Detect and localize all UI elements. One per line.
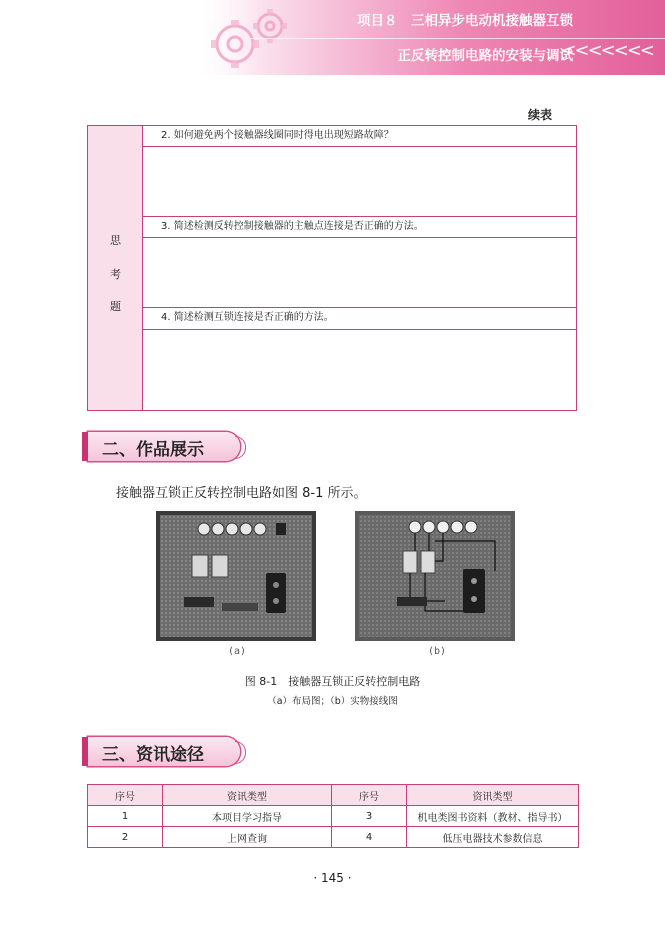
section-title-resources	[88, 737, 240, 766]
table-header-row	[88, 785, 579, 806]
chevrons-icon: <<<<<<<	[561, 40, 653, 61]
header-subtitle: 正反转控制电路的安装与调试	[397, 48, 573, 64]
header-project-title: 项目８ 三相异步电动机接触器互锁	[357, 13, 573, 29]
question-2: 2. 如何避免两个接触器线圈同时得电出现短路故障？	[143, 126, 576, 147]
table-header: 序号	[88, 785, 163, 806]
table-cell: 3	[332, 806, 407, 827]
table-cell: 1	[88, 806, 163, 827]
figure-caption: 图 8-1 接触器互锁正反转控制电路	[244, 675, 421, 688]
question-3: 3. 简述检测反转控制接触器的主触点连接是否正确的方法。	[143, 217, 576, 238]
answer-space-3[interactable]	[143, 238, 576, 308]
continued-label: 续表	[528, 108, 553, 122]
table-header: 资讯类型	[407, 785, 579, 806]
photo-wiring	[355, 511, 515, 641]
page-header	[0, 0, 665, 75]
figure-subcaption: （a）布局图；（b）实物接线图	[267, 696, 398, 707]
question-4: 4. 简述检测互锁连接是否正确的方法。	[143, 308, 576, 330]
thinking-question-table	[87, 125, 577, 411]
label-a: (a)	[228, 646, 247, 657]
section-title-text: 二、作品展示	[102, 440, 204, 460]
table-row	[88, 827, 579, 848]
section-title-text: 三、资讯途径	[102, 745, 204, 765]
side-char-1: 思	[110, 234, 121, 247]
gear-decoration-icon	[190, 4, 310, 74]
table-header: 序号	[332, 785, 407, 806]
section-title-showcase	[88, 432, 240, 461]
label-b: (b)	[428, 646, 447, 657]
table-header: 资讯类型	[163, 785, 332, 806]
table-cell: 2	[88, 827, 163, 848]
table-cell: 机电类图书资料（教材、指导书）	[407, 806, 579, 827]
answer-space-4[interactable]	[143, 330, 576, 410]
answer-space-2[interactable]	[143, 147, 576, 217]
table-cell: 4	[332, 827, 407, 848]
info-source-table	[87, 784, 579, 848]
thinking-side-label	[88, 126, 143, 410]
side-char-2: 考	[110, 268, 121, 281]
side-char-3: 题	[110, 300, 121, 313]
table-cell: 低压电器技术参数信息	[407, 827, 579, 848]
table-cell: 上网查询	[163, 827, 332, 848]
showcase-paragraph: 接触器互锁正反转控制电路如图 8-1 所示。	[116, 486, 367, 501]
table-row	[88, 806, 579, 827]
photo-layout	[156, 511, 316, 641]
table-cell: 本项目学习指导	[163, 806, 332, 827]
page-number: · 145 ·	[313, 871, 352, 885]
header-rule	[250, 38, 665, 39]
